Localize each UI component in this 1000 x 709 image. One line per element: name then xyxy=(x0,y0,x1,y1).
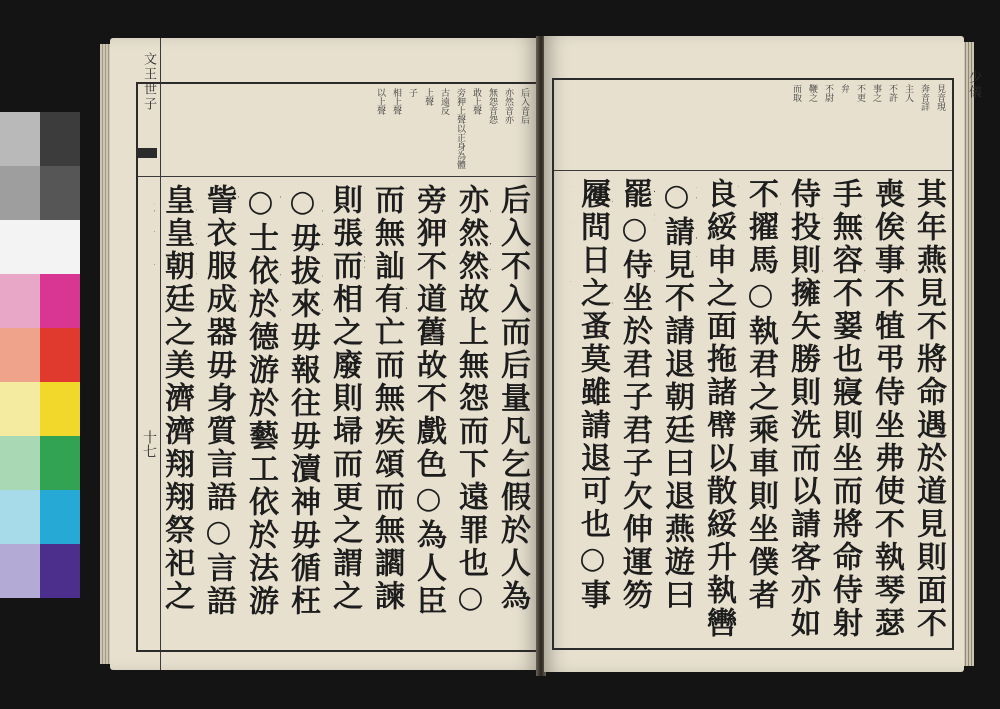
left-text-frame xyxy=(136,82,538,652)
calibration-swatch xyxy=(40,220,80,274)
text-column: 手無容不翣也寢則坐而將命侍射 xyxy=(827,178,862,640)
fold-page-number: 十七 xyxy=(141,430,157,458)
calibration-swatch xyxy=(40,436,80,490)
right-text-frame xyxy=(552,78,954,650)
annotation-line: 不許 xyxy=(887,84,897,102)
annotation-line: 奔音詳 xyxy=(919,84,929,111)
calibration-swatch xyxy=(0,166,40,220)
annotation-line: 敢上聲 xyxy=(471,88,481,115)
annotation-line: 不尉 xyxy=(823,84,833,102)
annotation-line: 后入音后 xyxy=(519,88,529,124)
text-column: 良綏申之面拖諸幦以散綏升執轡 xyxy=(701,178,736,640)
fold-title: 文王世子 xyxy=(141,52,156,112)
annotation-line: 事之 xyxy=(871,84,881,102)
annotation-line: 而取 xyxy=(791,84,801,102)
open-book xyxy=(96,30,981,682)
text-column: 不擢馬○執君之乘車則坐僕者 xyxy=(743,178,778,612)
text-column: 旁狎不道舊故不戲色○為人臣 xyxy=(411,184,446,618)
text-column: 屨問日之蚤莫雖請退可也○事 xyxy=(575,178,610,612)
calibration-row xyxy=(0,490,80,544)
annotation-line: 相上聲 xyxy=(391,88,401,115)
calibration-swatch xyxy=(40,382,80,436)
annotation-line: 上聲 xyxy=(423,88,433,106)
text-column: 其年燕見不將命遇於道見則面不 xyxy=(911,178,946,640)
calibration-swatch xyxy=(40,490,80,544)
calibration-row xyxy=(0,328,80,382)
calibration-row xyxy=(0,544,80,598)
text-column: ○士依於德游於藝工依於法游 xyxy=(243,184,278,618)
annotation-line: 主人 xyxy=(903,84,913,102)
annotation-line: 不更 xyxy=(855,84,865,102)
text-column: 訾衣服成器毋身質言語○言語 xyxy=(201,184,236,618)
calibration-swatch xyxy=(0,220,40,274)
calibration-row xyxy=(0,274,80,328)
calibration-swatch xyxy=(0,490,40,544)
calibration-row xyxy=(0,112,80,166)
calibration-row xyxy=(0,436,80,490)
text-column: 侍投則擁矢勝則洗而以請客亦如 xyxy=(785,178,820,640)
annotation-line: 弁 xyxy=(839,84,849,93)
note-divider xyxy=(554,170,952,171)
annotation-line: 無怨音怨 xyxy=(487,88,497,124)
text-column: 罷○侍坐於君子君子欠伸運笏 xyxy=(617,178,652,612)
text-column: ○請見不請退朝廷曰退燕遊曰 xyxy=(659,178,694,612)
calibration-swatch xyxy=(40,274,80,328)
left-annotation-block xyxy=(146,88,530,174)
annotation-line: 旁狎上聲以正身為體 xyxy=(455,88,465,169)
calibration-swatch xyxy=(0,382,40,436)
calibration-swatch xyxy=(0,436,40,490)
annotation-line: 古遠反 xyxy=(439,88,449,115)
annotation-line: 子 xyxy=(407,88,417,97)
annotation-line: 鞭之 xyxy=(807,84,817,102)
text-column: 則張而相之廢則埽而更之謂之 xyxy=(327,184,362,613)
calibration-swatch xyxy=(40,112,80,166)
calibration-swatch xyxy=(0,274,40,328)
annotation-line: 見音現 xyxy=(935,84,945,111)
note-divider xyxy=(138,176,536,177)
text-column: 而無訕有亡而無疾頌而無讇諫 xyxy=(369,184,404,613)
calibration-swatch xyxy=(40,328,80,382)
calibration-row xyxy=(0,382,80,436)
text-column: 喪俟事不犆弔侍坐弗使不執琴瑟 xyxy=(869,178,904,640)
calibration-row xyxy=(0,166,80,220)
calibration-row xyxy=(0,220,80,274)
outer-margin-label: 少儀 xyxy=(966,70,981,100)
text-column: 后入不入而后量凡乞假於人為 xyxy=(495,184,530,613)
text-column: 皇皇朝廷之美濟濟翔翔祭祀之 xyxy=(159,184,194,613)
calibration-swatch xyxy=(0,112,40,166)
color-calibration-strip xyxy=(0,112,80,600)
annotation-line: 亦然音亦 xyxy=(503,88,513,124)
right-annotation-block xyxy=(560,84,946,168)
calibration-swatch xyxy=(40,544,80,598)
right-main-text xyxy=(558,178,948,642)
left-main-text xyxy=(144,184,532,644)
text-column: ○毋拔來毋報往毋瀆神毋循枉 xyxy=(285,184,320,618)
calibration-swatch xyxy=(40,166,80,220)
calibration-swatch xyxy=(0,328,40,382)
text-column: 亦然然故上無怨而下遠罪也○ xyxy=(453,184,488,618)
annotation-line: 以上聲 xyxy=(375,88,385,115)
calibration-swatch xyxy=(0,544,40,598)
